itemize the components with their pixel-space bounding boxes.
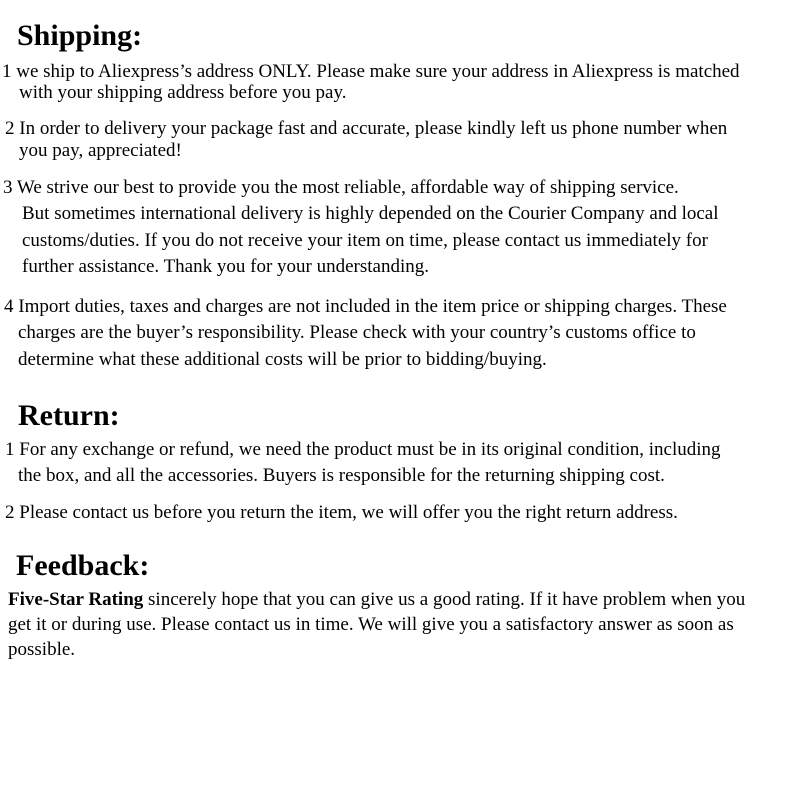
shipping-item-2-line-2: you pay, appreciated! bbox=[19, 140, 182, 161]
shipping-item-1-line-1: 1 we ship to Aliexpress’s address ONLY. Please make sure your address in Aliexpress is matched bbox=[2, 61, 740, 82]
return-heading: Return: bbox=[18, 399, 120, 432]
shipping-item-1-line-2: with your shipping address before you pay. bbox=[19, 82, 347, 103]
shipping-item-4-line-2: charges are the buyer’s responsibility. Please check with your country’s customs office to bbox=[18, 322, 696, 343]
shipping-item-4-line-1: 4 Import duties, taxes and charges are not included in the item price or shipping charges. These bbox=[4, 296, 727, 317]
feedback-heading: Feedback: bbox=[16, 549, 150, 582]
shipping-item-3-line-2: But sometimes international delivery is highly depended on the Courier Company and local bbox=[22, 203, 719, 224]
shipping-item-3-line-4: further assistance. Thank you for your understanding. bbox=[22, 256, 429, 277]
feedback-line-1-text: sincerely hope that you can give us a good rating. If it have problem when you bbox=[143, 589, 746, 610]
feedback-line-2: get it or during use. Please contact us in time. We will give you a satisfactory answer as soon as bbox=[8, 614, 734, 635]
shipping-item-3-line-1: 3 We strive our best to provide you the most reliable, affordable way of shipping service. bbox=[3, 177, 679, 198]
shipping-heading: Shipping: bbox=[17, 19, 143, 52]
feedback-line-3: possible. bbox=[8, 639, 76, 660]
five-star-rating-label: Five-Star Rating bbox=[8, 589, 144, 610]
shipping-item-2-line-1: 2 In order to delivery your package fast and accurate, please kindly left us phone number when bbox=[5, 118, 728, 139]
shipping-item-3-line-3: customs/duties. If you do not receive your item on time, please contact us immediately for bbox=[22, 230, 708, 251]
feedback-line-1 bbox=[8, 588, 745, 612]
return-item-2-line-1: 2 Please contact us before you return the item, we will offer you the right return address. bbox=[5, 502, 678, 523]
shipping-item-4-line-3: determine what these additional costs will be prior to bidding/buying. bbox=[18, 349, 547, 370]
return-item-1-line-1: 1 For any exchange or refund, we need the product must be in its original condition, including bbox=[5, 439, 721, 460]
return-item-1-line-2: the box, and all the accessories. Buyers is responsible for the returning shipping cost. bbox=[18, 465, 665, 486]
